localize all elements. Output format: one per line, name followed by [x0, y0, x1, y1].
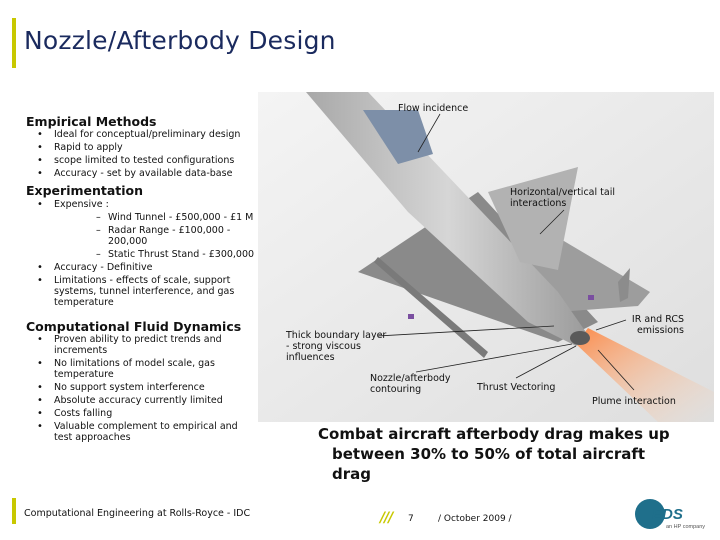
list-item: • Costs falling	[26, 408, 258, 419]
list-item: • Limitations - effects of scale, support systems, tunnel interference, and gas temperature	[26, 275, 258, 308]
cfd-heading: Computational Fluid Dynamics	[26, 319, 242, 334]
callout-line: between 30% to 50% of total aircraft	[332, 445, 646, 463]
ir-rcs-label: IR and RCS emissions	[631, 314, 684, 336]
footer-date: / October 2009 /	[438, 514, 512, 524]
plume-interaction-label: Plume interaction	[592, 396, 676, 407]
footer-accent-bar	[12, 498, 16, 524]
list-item: • Accuracy - Definitive	[26, 262, 258, 273]
list-item: • Accuracy - set by available data-base	[26, 168, 258, 179]
empirical-heading: Empirical Methods	[26, 114, 157, 129]
list-item: – Wind Tunnel - £500,000 - £1 M	[54, 212, 258, 223]
footer-slashes: ///	[380, 510, 393, 526]
flow-incidence-label: Flow incidence	[398, 103, 469, 114]
logo-subtext: an HP company	[666, 524, 706, 530]
list-item: • Ideal for conceptual/preliminary design	[26, 129, 258, 140]
callout-line: Combat aircraft afterbody drag makes up	[318, 425, 670, 443]
list-item: • Absolute accuracy currently limited	[26, 395, 258, 406]
footer-title: Computational Engineering at Rolls-Royce - IDC	[24, 508, 251, 519]
list-item: – Radar Range - £100,000 - 200,000	[54, 225, 258, 247]
list-item: – Static Thrust Stand - £300,000	[54, 249, 258, 260]
list-item: • Rapid to apply	[26, 142, 258, 153]
expensive-label: Expensive :	[54, 199, 109, 210]
title-accent-bar	[12, 18, 16, 68]
drag-callout	[318, 424, 670, 484]
callout-line: drag	[332, 465, 371, 483]
page-number: 7	[408, 514, 414, 524]
cfd-list	[26, 334, 258, 445]
list-item: • scope limited to tested configurations	[26, 155, 258, 166]
experimentation-heading: Experimentation	[26, 183, 144, 198]
list-item: • Proven ability to predict trends and increments	[26, 334, 258, 356]
list-item	[26, 199, 258, 260]
roundel-mark	[408, 314, 414, 319]
tail-interactions-label: Horizontal/vertical tail interactions	[510, 187, 615, 209]
empirical-list	[26, 129, 258, 181]
thrust-vectoring-label: Thrust Vectoring	[477, 382, 556, 393]
contouring-label: Nozzle/afterbody contouring	[370, 373, 451, 395]
boundary-layer-label: Thick boundary layer - strong viscous influences	[286, 330, 387, 363]
list-item: • Valuable complement to empirical and test approaches	[26, 421, 258, 443]
experimentation-list	[26, 199, 258, 310]
eds-logo	[632, 494, 712, 534]
list-item: • No support system interference	[26, 382, 258, 393]
nozzle	[570, 331, 590, 345]
logo-text: EDS	[652, 506, 683, 523]
list-item: • No limitations of model scale, gas temperature	[26, 358, 258, 380]
roundel-mark	[588, 295, 594, 300]
page-title: Nozzle/Afterbody Design	[24, 26, 336, 55]
cost-list	[54, 212, 258, 260]
aircraft-diagram	[258, 92, 714, 422]
